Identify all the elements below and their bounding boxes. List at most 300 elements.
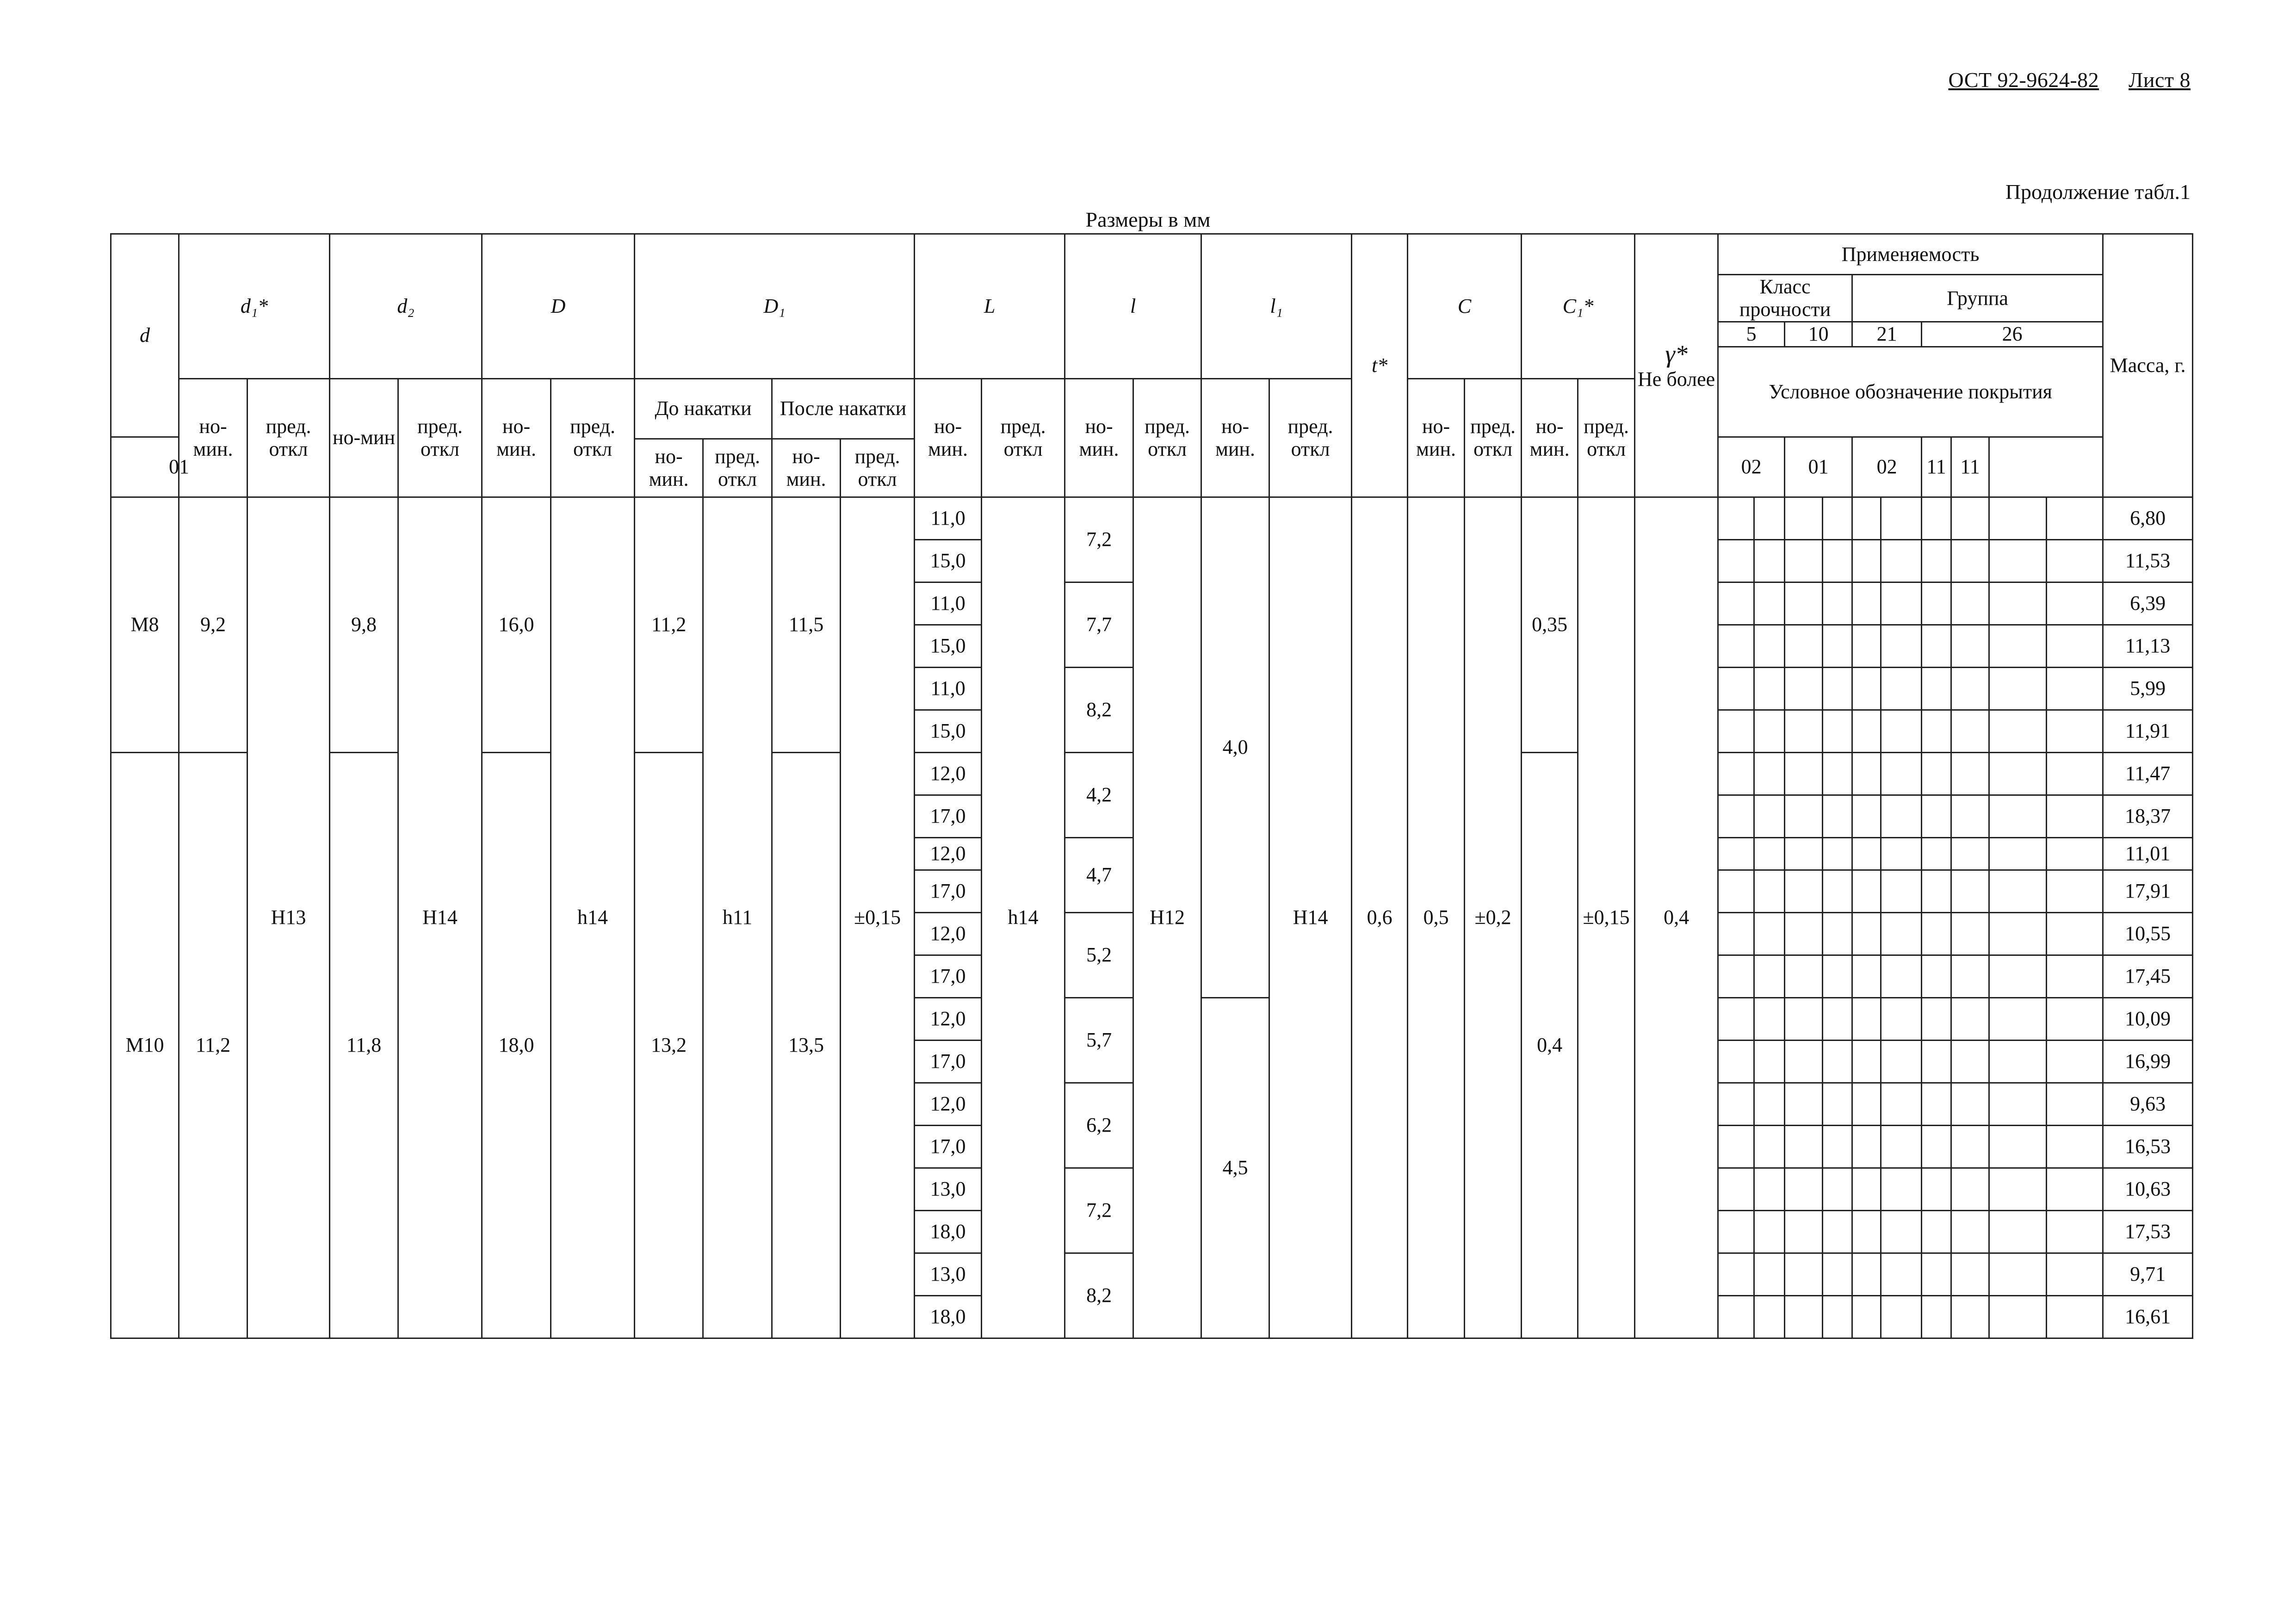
applicability-cell bbox=[1754, 870, 1785, 912]
applicability-cell bbox=[1881, 912, 1922, 955]
applicability-cell bbox=[2047, 497, 2103, 539]
mass-value: 17,53 bbox=[2103, 1210, 2193, 1253]
applicability-cell bbox=[1754, 1083, 1785, 1125]
l1-nom-header: но-мин. bbox=[1201, 378, 1269, 497]
class-10: 10 bbox=[1785, 322, 1852, 347]
table-body bbox=[111, 497, 2193, 1338]
applicability-cell bbox=[1922, 1125, 1951, 1168]
L-value: 12,0 bbox=[915, 1083, 982, 1125]
mass-value: 11,47 bbox=[2103, 752, 2193, 795]
applicability-cell bbox=[1823, 1083, 1852, 1125]
mass-value: 17,91 bbox=[2103, 870, 2193, 912]
applicability-cell bbox=[1754, 795, 1785, 837]
applicability-cell bbox=[1881, 625, 1922, 667]
applicability-cell bbox=[2047, 1040, 2103, 1083]
applicability-cell bbox=[1718, 912, 1754, 955]
applicability-cell bbox=[1989, 582, 2047, 625]
applicability-cell bbox=[1852, 1125, 1881, 1168]
coating-code-3: 01 bbox=[1785, 437, 1852, 497]
mass-value: 16,53 bbox=[2103, 1125, 2193, 1168]
applicability-cell bbox=[1951, 1125, 1989, 1168]
D1-before-dev-header: пред. откл bbox=[703, 439, 772, 497]
D-dev-header: пред. откл bbox=[551, 378, 635, 497]
applicability-cell bbox=[1823, 1295, 1852, 1338]
L-value: 18,0 bbox=[915, 1210, 982, 1253]
applicability-cell bbox=[1951, 795, 1989, 837]
L-nom-header: но-мин. bbox=[915, 378, 982, 497]
L-value: 17,0 bbox=[915, 870, 982, 912]
doc-code: ОСТ 92-9624-82 bbox=[1948, 68, 2099, 92]
applicability-cell bbox=[1718, 837, 1754, 870]
mass-value: 9,71 bbox=[2103, 1253, 2193, 1295]
table-caption: Продолжение табл.1 bbox=[2005, 180, 2191, 204]
applicability-cell bbox=[1922, 710, 1951, 752]
applicability-cell bbox=[1754, 667, 1785, 710]
applicability-cell bbox=[1989, 837, 2047, 870]
applicability-cell bbox=[1989, 955, 2047, 997]
applicability-cell bbox=[1785, 1125, 1823, 1168]
applicability-cell bbox=[1881, 837, 1922, 870]
l-value: 8,2 bbox=[1065, 1253, 1133, 1338]
l1-dev-header: пред. откл bbox=[1269, 378, 1352, 497]
L-value: 12,0 bbox=[915, 912, 982, 955]
L-value: 11,0 bbox=[915, 582, 982, 625]
applicability-cell bbox=[1881, 710, 1922, 752]
C-dev-header: пред. откл bbox=[1465, 378, 1522, 497]
applicability-cell bbox=[1785, 497, 1823, 539]
applicability-cell bbox=[1852, 997, 1881, 1040]
applicability-cell bbox=[1852, 752, 1881, 795]
d2-m8: 9,8 bbox=[330, 497, 398, 752]
applicability-cell bbox=[1922, 837, 1951, 870]
applicability-cell bbox=[1718, 1253, 1754, 1295]
d-m10: M10 bbox=[111, 752, 179, 1338]
applicability-cell bbox=[1852, 1210, 1881, 1253]
applicability-cell bbox=[1951, 752, 1989, 795]
applicability-cell bbox=[2047, 795, 2103, 837]
applicability-cell bbox=[1718, 497, 1754, 539]
col-d: d bbox=[111, 234, 179, 437]
applicability-cell bbox=[2047, 625, 2103, 667]
applicability-cell bbox=[1922, 1295, 1951, 1338]
applicability-cell bbox=[1718, 539, 1754, 582]
group-header: Группа bbox=[1852, 275, 2103, 322]
col-t: t* bbox=[1352, 234, 1408, 497]
mass-value: 11,91 bbox=[2103, 710, 2193, 752]
applicability-cell bbox=[1823, 1125, 1852, 1168]
L-value: 13,0 bbox=[915, 1253, 982, 1295]
L-tolerance: h14 bbox=[982, 497, 1065, 1338]
l1-m10: 4,5 bbox=[1201, 997, 1269, 1338]
applicability-cell bbox=[2047, 752, 2103, 795]
applicability-cell bbox=[1754, 752, 1785, 795]
coating-code-4: 02 bbox=[1852, 437, 1922, 497]
applicability-cell bbox=[1989, 497, 2047, 539]
applicability-cell bbox=[1718, 1295, 1754, 1338]
applicability-cell bbox=[1823, 997, 1852, 1040]
applicability-cell bbox=[1881, 667, 1922, 710]
d-m8: M8 bbox=[111, 497, 179, 752]
col-l: l bbox=[1065, 234, 1201, 379]
applicability-cell bbox=[1922, 912, 1951, 955]
applicability-cell bbox=[1785, 837, 1823, 870]
applicability-cell bbox=[2047, 1210, 2103, 1253]
applicability-cell bbox=[1989, 1295, 2047, 1338]
d1-m10: 11,2 bbox=[179, 752, 248, 1338]
D1-before-m8: 11,2 bbox=[635, 497, 703, 752]
applicability-cell bbox=[2047, 667, 2103, 710]
applicability-cell bbox=[2047, 1083, 2103, 1125]
applicability-cell bbox=[1881, 582, 1922, 625]
D-tolerance: h14 bbox=[551, 497, 635, 1338]
applicability-cell bbox=[1852, 625, 1881, 667]
L-value: 18,0 bbox=[915, 1295, 982, 1338]
applicability-cell bbox=[1785, 539, 1823, 582]
group-26: 26 bbox=[1922, 322, 2103, 347]
applicability-cell bbox=[1718, 955, 1754, 997]
applicability-cell bbox=[1922, 997, 1951, 1040]
applicability-cell bbox=[1881, 1295, 1922, 1338]
applicability-cell bbox=[1754, 1125, 1785, 1168]
applicability-cell bbox=[1718, 1210, 1754, 1253]
applicability-cell bbox=[2047, 1168, 2103, 1210]
table-row bbox=[111, 497, 2193, 539]
class-5: 5 bbox=[1718, 322, 1785, 347]
applicability-cell bbox=[1881, 1040, 1922, 1083]
group-21: 21 bbox=[1852, 322, 1922, 347]
applicability-cell bbox=[2047, 539, 2103, 582]
applicability-cell bbox=[1852, 710, 1881, 752]
l-value: 7,7 bbox=[1065, 582, 1133, 667]
col-C: C bbox=[1408, 234, 1522, 379]
applicability-cell bbox=[1852, 870, 1881, 912]
applicability-cell bbox=[1881, 955, 1922, 997]
applicability-cell bbox=[1718, 582, 1754, 625]
applicability-cell bbox=[1785, 1083, 1823, 1125]
applicability-cell bbox=[1754, 1295, 1785, 1338]
applicability-cell bbox=[1785, 1253, 1823, 1295]
applicability-cell bbox=[1951, 1295, 1989, 1338]
applicability-cell bbox=[1823, 795, 1852, 837]
applicability-cell bbox=[1951, 710, 1989, 752]
col-gamma bbox=[1635, 234, 1718, 497]
l1-tolerance: H14 bbox=[1269, 497, 1352, 1338]
applicability-cell bbox=[1922, 1253, 1951, 1295]
applicability-cell bbox=[1989, 1210, 2047, 1253]
applicability-cell bbox=[1989, 625, 2047, 667]
coating-code-5: 11 bbox=[1922, 437, 1951, 497]
applicability-cell bbox=[1823, 710, 1852, 752]
C1-m8: 0,35 bbox=[1522, 497, 1578, 752]
l-value: 7,2 bbox=[1065, 1168, 1133, 1253]
applicability-cell bbox=[1823, 497, 1852, 539]
mass-value: 6,39 bbox=[2103, 582, 2193, 625]
D1-after-m8: 11,5 bbox=[772, 497, 841, 752]
l-value: 7,2 bbox=[1065, 497, 1133, 582]
applicability-cell bbox=[2047, 1253, 2103, 1295]
l-value: 5,7 bbox=[1065, 997, 1133, 1083]
applicability-cell bbox=[1922, 667, 1951, 710]
applicability-cell bbox=[1852, 497, 1881, 539]
L-value: 17,0 bbox=[915, 795, 982, 837]
applicability-cell bbox=[1852, 912, 1881, 955]
L-value: 11,0 bbox=[915, 497, 982, 539]
applicability-cell bbox=[1989, 795, 2047, 837]
applicability-cell bbox=[1951, 837, 1989, 870]
applicability-cell bbox=[1951, 1253, 1989, 1295]
D-m8: 16,0 bbox=[482, 497, 551, 752]
applicability-cell bbox=[2047, 912, 2103, 955]
mass-value: 10,09 bbox=[2103, 997, 2193, 1040]
applicability-cell bbox=[1922, 1083, 1951, 1125]
applicability-cell bbox=[1852, 1168, 1881, 1210]
d2-tolerance: H14 bbox=[398, 497, 482, 1338]
applicability-cell bbox=[1922, 582, 1951, 625]
applicability-cell bbox=[1852, 1040, 1881, 1083]
coating-code-6: 11 bbox=[1951, 437, 1989, 497]
applicability-cell bbox=[1823, 912, 1852, 955]
applicability-cell bbox=[1823, 870, 1852, 912]
applicability-cell bbox=[1989, 667, 2047, 710]
strength-class-header: Класс прочности bbox=[1718, 275, 1852, 322]
applicability-cell bbox=[1922, 625, 1951, 667]
applicability-cell bbox=[1785, 1210, 1823, 1253]
l-value: 4,7 bbox=[1065, 837, 1133, 912]
applicability-cell bbox=[1989, 870, 2047, 912]
applicability-cell bbox=[1881, 1210, 1922, 1253]
applicability-cell bbox=[1881, 1125, 1922, 1168]
applicability-cell bbox=[1785, 710, 1823, 752]
D1-before-nom-header: но-мин. bbox=[635, 439, 703, 497]
applicability-cell bbox=[1951, 582, 1989, 625]
D1-after-tolerance: ±0,15 bbox=[841, 497, 915, 1338]
applicability-cell bbox=[1718, 1125, 1754, 1168]
applicability-cell bbox=[1951, 1168, 1989, 1210]
applicability-cell bbox=[1823, 1040, 1852, 1083]
applicability-cell bbox=[1922, 497, 1951, 539]
applicability-cell bbox=[1881, 795, 1922, 837]
applicability-cell bbox=[1989, 1168, 2047, 1210]
dimensions-table bbox=[110, 233, 2193, 1339]
applicability-cell bbox=[1754, 582, 1785, 625]
applicability-cell bbox=[1989, 1083, 2047, 1125]
applicability-cell bbox=[1852, 955, 1881, 997]
applicability-cell bbox=[1951, 497, 1989, 539]
applicability-cell bbox=[1823, 752, 1852, 795]
applicability-cell bbox=[2047, 955, 2103, 997]
coating-header: Условное обозначение покрытия bbox=[1718, 347, 2103, 437]
mass-value: 10,55 bbox=[2103, 912, 2193, 955]
applicability-cell bbox=[1823, 667, 1852, 710]
applicability-cell bbox=[1754, 1040, 1785, 1083]
D1-before-header: До накатки bbox=[635, 378, 772, 439]
coating-code-1: 01 bbox=[111, 437, 248, 497]
col-d2: d₂ bbox=[330, 234, 482, 379]
D1-after-dev-header: пред. откл bbox=[841, 439, 915, 497]
l-value: 8,2 bbox=[1065, 667, 1133, 752]
applicability-cell bbox=[1754, 955, 1785, 997]
D1-after-nom-header: но-мин. bbox=[772, 439, 841, 497]
col-C1: C₁* bbox=[1522, 234, 1635, 379]
applicability-cell bbox=[1881, 1083, 1922, 1125]
applicability-cell bbox=[1823, 837, 1852, 870]
col-d1: d₁* bbox=[179, 234, 330, 379]
applicability-cell bbox=[1754, 997, 1785, 1040]
mass-value: 11,53 bbox=[2103, 539, 2193, 582]
applicability-cell bbox=[1785, 1040, 1823, 1083]
L-value: 17,0 bbox=[915, 1040, 982, 1083]
D1-tolerance: h11 bbox=[703, 497, 772, 1338]
gamma-value: 0,4 bbox=[1635, 497, 1718, 1338]
l-value: 6,2 bbox=[1065, 1083, 1133, 1168]
col-l1: l₁ bbox=[1201, 234, 1352, 379]
t-value: 0,6 bbox=[1352, 497, 1408, 1338]
d2-dev-header: пред. откл bbox=[398, 378, 482, 497]
d2-nom-header: но-мин bbox=[330, 378, 398, 497]
applicability-cell bbox=[1922, 870, 1951, 912]
document-header bbox=[1918, 68, 2191, 92]
d2-m10: 11,8 bbox=[330, 752, 398, 1338]
C1-dev-header: пред. откл bbox=[1578, 378, 1635, 497]
applicability-cell bbox=[2047, 870, 2103, 912]
l1-m8: 4,0 bbox=[1201, 497, 1269, 997]
applicability-cell bbox=[1852, 795, 1881, 837]
applicability-cell bbox=[2047, 1295, 2103, 1338]
col-D: D bbox=[482, 234, 635, 379]
applicability-cell bbox=[1922, 539, 1951, 582]
applicability-cell bbox=[1922, 752, 1951, 795]
applicability-cell bbox=[1881, 1253, 1922, 1295]
applicability-cell bbox=[1754, 1253, 1785, 1295]
applicability-cell bbox=[1922, 1210, 1951, 1253]
applicability-cell bbox=[2047, 710, 2103, 752]
mass-value: 10,63 bbox=[2103, 1168, 2193, 1210]
applicability-cell bbox=[1718, 997, 1754, 1040]
applicability-cell bbox=[1718, 710, 1754, 752]
applicability-cell bbox=[1754, 497, 1785, 539]
applicability-cell bbox=[1951, 1083, 1989, 1125]
col-L: L bbox=[915, 234, 1065, 379]
l-value: 4,2 bbox=[1065, 752, 1133, 837]
applicability-cell bbox=[1754, 710, 1785, 752]
applicability-cell bbox=[1785, 795, 1823, 837]
applicability-cell bbox=[1785, 667, 1823, 710]
d1-tolerance: H13 bbox=[248, 497, 330, 1338]
applicability-cell bbox=[1989, 710, 2047, 752]
mass-value: 11,01 bbox=[2103, 837, 2193, 870]
mass-value: 17,45 bbox=[2103, 955, 2193, 997]
applicability-cell bbox=[2047, 582, 2103, 625]
applicability-cell bbox=[1785, 625, 1823, 667]
applicability-cell bbox=[1754, 625, 1785, 667]
applicability-cell bbox=[1718, 1040, 1754, 1083]
applicability-cell bbox=[1951, 625, 1989, 667]
L-value: 13,0 bbox=[915, 1168, 982, 1210]
C-nom-header: но-мин. bbox=[1408, 378, 1465, 497]
D-m10: 18,0 bbox=[482, 752, 551, 1338]
applicability-cell bbox=[1989, 997, 2047, 1040]
col-applicability: Применяемость bbox=[1718, 234, 2103, 275]
applicability-cell bbox=[1718, 752, 1754, 795]
applicability-cell bbox=[1951, 870, 1989, 912]
l-nom-header: но-мин. bbox=[1065, 378, 1133, 497]
L-value: 12,0 bbox=[915, 997, 982, 1040]
applicability-cell bbox=[1754, 539, 1785, 582]
applicability-cell bbox=[1852, 1253, 1881, 1295]
applicability-cell bbox=[1823, 1210, 1852, 1253]
applicability-cell bbox=[1989, 1040, 2047, 1083]
applicability-cell bbox=[1881, 539, 1922, 582]
applicability-cell bbox=[1989, 912, 2047, 955]
mass-value: 16,99 bbox=[2103, 1040, 2193, 1083]
applicability-cell bbox=[1881, 752, 1922, 795]
applicability-cell bbox=[2047, 997, 2103, 1040]
applicability-cell bbox=[1881, 497, 1922, 539]
applicability-cell bbox=[1881, 997, 1922, 1040]
C1-nom-header: но-мин. bbox=[1522, 378, 1578, 497]
applicability-cell bbox=[1852, 539, 1881, 582]
applicability-cell bbox=[1785, 752, 1823, 795]
D1-before-m10: 13,2 bbox=[635, 752, 703, 1338]
L-value: 15,0 bbox=[915, 539, 982, 582]
mass-value: 5,99 bbox=[2103, 667, 2193, 710]
applicability-cell bbox=[1785, 997, 1823, 1040]
sheet-number: Лист 8 bbox=[2129, 68, 2191, 92]
C-value: 0,5 bbox=[1408, 497, 1465, 1338]
applicability-cell bbox=[1718, 870, 1754, 912]
applicability-cell bbox=[1951, 539, 1989, 582]
applicability-cell bbox=[1718, 667, 1754, 710]
C1-m10: 0,4 bbox=[1522, 752, 1578, 1338]
applicability-cell bbox=[1718, 1168, 1754, 1210]
applicability-cell bbox=[1718, 795, 1754, 837]
applicability-cell bbox=[1922, 795, 1951, 837]
D1-after-header: После накатки bbox=[772, 378, 915, 439]
mass-value: 16,61 bbox=[2103, 1295, 2193, 1338]
applicability-cell bbox=[1823, 1253, 1852, 1295]
applicability-cell bbox=[1852, 582, 1881, 625]
applicability-cell bbox=[2047, 837, 2103, 870]
applicability-cell bbox=[1785, 870, 1823, 912]
applicability-cell bbox=[1881, 870, 1922, 912]
L-value: 11,0 bbox=[915, 667, 982, 710]
applicability-cell bbox=[1951, 1210, 1989, 1253]
applicability-cell bbox=[1785, 912, 1823, 955]
applicability-cell bbox=[1852, 667, 1881, 710]
applicability-cell bbox=[1785, 1168, 1823, 1210]
applicability-cell bbox=[1922, 1040, 1951, 1083]
mass-value: 18,37 bbox=[2103, 795, 2193, 837]
applicability-cell bbox=[1785, 955, 1823, 997]
applicability-cell bbox=[1754, 912, 1785, 955]
C1-tolerance: ±0,15 bbox=[1578, 497, 1635, 1338]
applicability-cell bbox=[1754, 837, 1785, 870]
d1-dev-header: пред. откл bbox=[248, 378, 330, 497]
applicability-cell bbox=[1989, 539, 2047, 582]
applicability-cell bbox=[1989, 1253, 2047, 1295]
d1-nom-header: но-мин. bbox=[179, 378, 248, 497]
gamma-symbol: γ* bbox=[1665, 340, 1688, 368]
applicability-cell bbox=[1951, 667, 1989, 710]
applicability-cell bbox=[1823, 1168, 1852, 1210]
D1-after-m10: 13,5 bbox=[772, 752, 841, 1338]
L-value: 17,0 bbox=[915, 955, 982, 997]
mass-value: 11,13 bbox=[2103, 625, 2193, 667]
applicability-cell bbox=[1754, 1210, 1785, 1253]
mass-value: 9,63 bbox=[2103, 1083, 2193, 1125]
L-value: 15,0 bbox=[915, 625, 982, 667]
l-dev-header: пред. откл bbox=[1133, 378, 1201, 497]
